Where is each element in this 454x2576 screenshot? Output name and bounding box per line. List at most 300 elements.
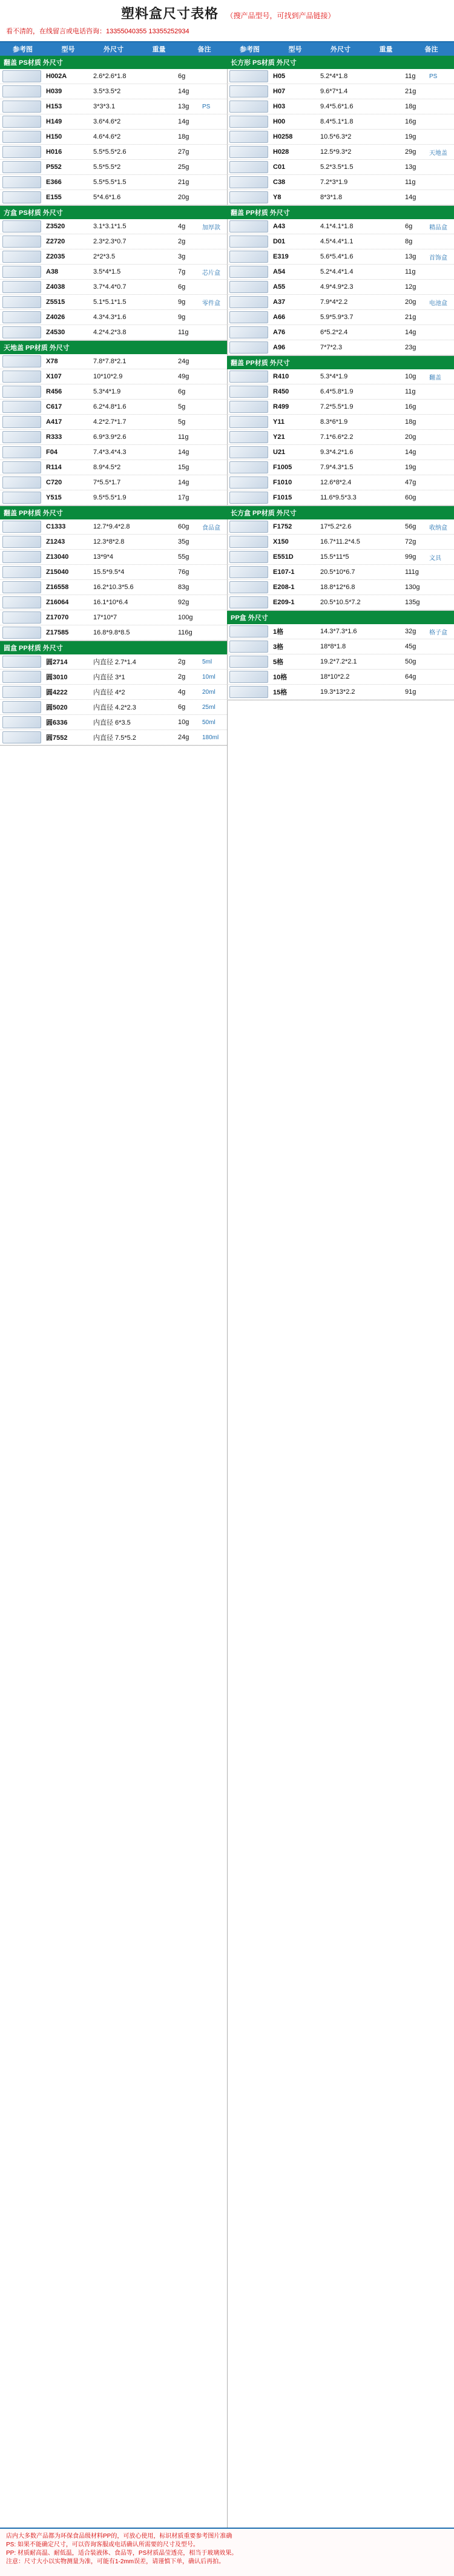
model-code: X78 bbox=[46, 358, 58, 365]
weight: 18g bbox=[178, 133, 189, 140]
product-thumbnail bbox=[0, 730, 44, 745]
size-table bbox=[0, 42, 454, 2528]
outer-size: 14.3*7.3*1.6 bbox=[320, 628, 357, 635]
outer-size: 6.9*3.9*2.6 bbox=[93, 433, 127, 441]
box-image bbox=[229, 671, 268, 683]
product-thumbnail bbox=[227, 580, 271, 595]
weight: 76g bbox=[178, 568, 189, 576]
model-code: C1333 bbox=[46, 523, 66, 530]
box-image bbox=[229, 116, 268, 128]
remark bbox=[427, 660, 454, 663]
model-code: 15格 bbox=[273, 689, 288, 696]
outer-size: 10*10*2.9 bbox=[93, 373, 123, 380]
table-row bbox=[0, 715, 227, 730]
weight: 64g bbox=[405, 673, 416, 680]
product-thumbnail bbox=[227, 219, 271, 234]
outer-size: 5.6*5.4*1.6 bbox=[320, 253, 354, 260]
product-thumbnail bbox=[227, 475, 271, 490]
weight: 13g bbox=[405, 253, 416, 260]
section-title: 圆盒 PP材质 外尺寸 bbox=[0, 641, 227, 654]
weight: 19g bbox=[405, 464, 416, 471]
section-title: 翻盖 PP材质 外尺寸 bbox=[227, 206, 454, 219]
box-image bbox=[2, 371, 41, 383]
section-title: 翻盖 PP材质 外尺寸 bbox=[0, 506, 227, 519]
weight: 10g bbox=[405, 373, 416, 380]
table-row bbox=[0, 325, 227, 340]
remark bbox=[200, 586, 227, 588]
model-code: Y8 bbox=[273, 194, 281, 201]
weight: 135g bbox=[405, 599, 420, 606]
table-row bbox=[227, 490, 454, 506]
table-row bbox=[227, 565, 454, 580]
table-section bbox=[227, 611, 454, 700]
box-image bbox=[229, 566, 268, 578]
remark bbox=[427, 286, 454, 288]
table-row bbox=[0, 295, 227, 310]
outer-size: 3.1*3.1*1.5 bbox=[93, 223, 127, 230]
product-thumbnail bbox=[227, 460, 271, 475]
box-image bbox=[2, 536, 41, 548]
remark bbox=[200, 406, 227, 408]
model-code: Z16558 bbox=[46, 584, 69, 591]
product-thumbnail bbox=[0, 160, 44, 174]
outer-size: 5.2*4*1.8 bbox=[320, 73, 348, 80]
weight: 16g bbox=[405, 118, 416, 125]
outer-size: 4.6*4.6*2 bbox=[93, 133, 121, 140]
product-thumbnail bbox=[227, 310, 271, 324]
section-title: 方盒 PS材质 外尺寸 bbox=[0, 206, 227, 219]
model-code: C617 bbox=[46, 403, 62, 410]
weight: 18g bbox=[405, 418, 416, 426]
weight: 56g bbox=[405, 523, 416, 530]
model-code: C01 bbox=[273, 163, 286, 171]
box-image bbox=[229, 476, 268, 489]
column-header-model: 型号 bbox=[61, 46, 75, 53]
weight: 19g bbox=[405, 133, 416, 140]
outer-size: 7.8*7.8*2.1 bbox=[93, 358, 127, 365]
table-row bbox=[0, 445, 227, 460]
table-row bbox=[0, 160, 227, 175]
model-code: H149 bbox=[46, 118, 62, 125]
remark: 50ml bbox=[202, 719, 215, 726]
remark bbox=[427, 601, 454, 604]
model-code: 圆4222 bbox=[46, 689, 68, 696]
product-thumbnail bbox=[0, 460, 44, 475]
remark bbox=[427, 390, 454, 393]
model-code: 圆3010 bbox=[46, 674, 68, 681]
model-code: E209-1 bbox=[273, 599, 295, 606]
weight: 17g bbox=[178, 494, 189, 501]
model-code: X150 bbox=[273, 538, 289, 545]
table-row bbox=[227, 654, 454, 670]
table-section bbox=[227, 356, 454, 506]
column-header-weight: 重量 bbox=[152, 46, 166, 53]
model-code: A37 bbox=[273, 298, 286, 306]
weight: 9g bbox=[178, 298, 186, 306]
box-image bbox=[2, 251, 41, 263]
model-code: A96 bbox=[273, 344, 286, 351]
box-image bbox=[229, 176, 268, 188]
remark bbox=[427, 586, 454, 588]
footer-line: 注意：尺寸大小以实物测量为准，可能有1-2mm误差，请谨慎下单，确认后再拍。 bbox=[6, 2558, 225, 2565]
table-row bbox=[0, 234, 227, 249]
table-row bbox=[0, 475, 227, 490]
product-thumbnail bbox=[227, 249, 271, 264]
box-image bbox=[2, 596, 41, 608]
table-row bbox=[0, 369, 227, 384]
weight: 23g bbox=[405, 344, 416, 351]
model-code: R450 bbox=[273, 388, 289, 395]
weight: 2g bbox=[178, 238, 186, 245]
weight: 11g bbox=[178, 329, 189, 336]
table-row bbox=[0, 730, 227, 745]
footer-line: PP: 材质耐高温、耐低温，适合装液体、食品等，PS材质晶莹透亮，相当于玻璃效果。 bbox=[6, 2550, 238, 2557]
box-image bbox=[229, 521, 268, 533]
outer-size: 18.8*12*6.8 bbox=[320, 584, 355, 591]
model-code: Z16064 bbox=[46, 599, 69, 606]
remark bbox=[427, 90, 454, 93]
outer-size: 7.4*3.4*4.3 bbox=[93, 449, 127, 456]
remark: 收纳盒 bbox=[429, 524, 447, 532]
outer-size: 17*5.2*2.6 bbox=[320, 523, 352, 530]
weight: 20g bbox=[405, 433, 416, 441]
table-row bbox=[0, 190, 227, 205]
product-thumbnail bbox=[227, 265, 271, 279]
remark bbox=[200, 316, 227, 318]
box-image bbox=[229, 266, 268, 278]
section-title: 长方盒 PP材质 外尺寸 bbox=[227, 506, 454, 519]
product-thumbnail bbox=[227, 654, 271, 669]
outer-size: 8.9*4.5*2 bbox=[93, 464, 121, 471]
table-row bbox=[227, 99, 454, 114]
remark bbox=[427, 196, 454, 199]
table-row bbox=[227, 234, 454, 249]
product-thumbnail bbox=[0, 654, 44, 669]
box-image bbox=[2, 581, 41, 593]
remark bbox=[427, 496, 454, 499]
weight: 14g bbox=[178, 479, 189, 486]
product-thumbnail bbox=[227, 175, 271, 189]
model-code: 圆7552 bbox=[46, 734, 68, 742]
product-thumbnail bbox=[227, 84, 271, 99]
weight: 45g bbox=[405, 643, 416, 650]
weight: 14g bbox=[405, 329, 416, 336]
weight: 27g bbox=[178, 148, 189, 156]
product-thumbnail bbox=[0, 295, 44, 309]
product-thumbnail bbox=[227, 280, 271, 294]
table-row bbox=[227, 624, 454, 639]
box-image bbox=[2, 566, 41, 578]
product-thumbnail bbox=[227, 400, 271, 414]
box-image bbox=[2, 431, 41, 443]
outer-size: 9.4*5.6*1.6 bbox=[320, 103, 354, 110]
model-code: F1010 bbox=[273, 479, 292, 486]
left-column bbox=[0, 42, 228, 2528]
outer-size: 7.9*4.3*1.5 bbox=[320, 464, 354, 471]
outer-size: 3.7*4.4*0.7 bbox=[93, 283, 127, 291]
product-thumbnail bbox=[227, 190, 271, 205]
product-thumbnail bbox=[0, 114, 44, 129]
column-header-size: 外尺寸 bbox=[104, 46, 123, 53]
remark bbox=[200, 90, 227, 93]
remark bbox=[427, 541, 454, 543]
box-image bbox=[229, 220, 268, 232]
table-row bbox=[0, 685, 227, 700]
product-thumbnail bbox=[227, 639, 271, 654]
remark bbox=[427, 120, 454, 123]
model-code: H016 bbox=[46, 148, 62, 156]
outer-size: 13*9*4 bbox=[93, 553, 114, 561]
product-thumbnail bbox=[227, 624, 271, 639]
remark bbox=[200, 75, 227, 77]
remark bbox=[427, 240, 454, 243]
remark bbox=[200, 556, 227, 558]
section-title: 天地盖 PP材质 外尺寸 bbox=[0, 341, 227, 354]
product-thumbnail bbox=[227, 550, 271, 564]
outer-size: 12.5*9.3*2 bbox=[320, 148, 352, 156]
outer-size: 19.2*7.2*2.1 bbox=[320, 658, 357, 665]
table-row bbox=[227, 580, 454, 595]
model-code: P552 bbox=[46, 163, 62, 171]
table-row bbox=[227, 384, 454, 400]
outer-size: 12.6*8*2.4 bbox=[320, 479, 352, 486]
weight: 92g bbox=[178, 599, 189, 606]
outer-size: 8.4*5.1*1.8 bbox=[320, 118, 354, 125]
table-row bbox=[0, 384, 227, 400]
box-image bbox=[2, 461, 41, 473]
weight: 29g bbox=[405, 148, 416, 156]
box-image bbox=[229, 146, 268, 158]
model-code: R456 bbox=[46, 388, 62, 395]
remark: 芯片盒 bbox=[202, 269, 220, 277]
weight: 32g bbox=[405, 628, 416, 635]
product-thumbnail bbox=[227, 99, 271, 114]
model-code: R499 bbox=[273, 403, 289, 410]
box-image bbox=[229, 431, 268, 443]
box-image bbox=[2, 85, 41, 97]
box-image bbox=[229, 326, 268, 338]
product-thumbnail bbox=[0, 565, 44, 579]
model-code: E551D bbox=[273, 553, 294, 561]
outer-size: 5.9*5.9*3.7 bbox=[320, 314, 354, 321]
remark bbox=[200, 120, 227, 123]
table-row bbox=[0, 130, 227, 145]
remark bbox=[427, 676, 454, 678]
weight: 5g bbox=[178, 418, 186, 426]
remark bbox=[427, 436, 454, 438]
box-image bbox=[2, 161, 41, 173]
product-thumbnail bbox=[0, 354, 44, 369]
model-code: Y11 bbox=[273, 418, 285, 426]
contact-line: 看不清的，在线留言或电话咨询：13355040355 13355252934 bbox=[6, 28, 189, 35]
product-thumbnail bbox=[227, 490, 271, 505]
page-title: 塑料盒尺寸表格 bbox=[121, 7, 219, 22]
model-code: E208-1 bbox=[273, 584, 295, 591]
remark bbox=[427, 105, 454, 108]
product-thumbnail bbox=[227, 130, 271, 144]
column-header-note: 备注 bbox=[424, 46, 438, 53]
product-thumbnail bbox=[227, 234, 271, 249]
table-section bbox=[0, 56, 227, 206]
weight: 3g bbox=[178, 253, 186, 260]
table-row bbox=[227, 685, 454, 700]
box-image bbox=[2, 731, 41, 743]
box-image bbox=[2, 116, 41, 128]
outer-size: 20.5*10*6.7 bbox=[320, 568, 355, 576]
outer-size: 7.2*3*1.9 bbox=[320, 179, 348, 186]
table-section bbox=[227, 506, 454, 611]
weight: 9g bbox=[178, 314, 186, 321]
box-image bbox=[2, 656, 41, 668]
remark bbox=[200, 601, 227, 604]
outer-size: 5.5*5.5*1.5 bbox=[93, 179, 127, 186]
outer-size: 8.3*6*1.9 bbox=[320, 418, 348, 426]
product-thumbnail bbox=[0, 670, 44, 684]
table-row bbox=[227, 535, 454, 550]
weight: 8g bbox=[405, 238, 413, 245]
product-thumbnail bbox=[0, 190, 44, 205]
product-thumbnail bbox=[0, 384, 44, 399]
model-code: 5格 bbox=[273, 659, 284, 666]
remark bbox=[200, 331, 227, 334]
weight: 14g bbox=[178, 118, 189, 125]
table-row bbox=[0, 519, 227, 535]
model-code: A38 bbox=[46, 268, 59, 275]
table-row bbox=[0, 145, 227, 160]
remark: 食品盒 bbox=[202, 524, 220, 532]
product-thumbnail bbox=[0, 610, 44, 625]
box-image bbox=[2, 701, 41, 713]
outer-size: 6.4*5.8*1.9 bbox=[320, 388, 354, 395]
box-image bbox=[2, 326, 41, 338]
product-thumbnail bbox=[227, 595, 271, 610]
remark bbox=[200, 571, 227, 573]
column-header-note: 备注 bbox=[197, 46, 211, 53]
remark: 20ml bbox=[202, 688, 215, 696]
table-row bbox=[227, 550, 454, 565]
model-code: Z2720 bbox=[46, 238, 65, 245]
weight: 83g bbox=[178, 584, 189, 591]
table-row bbox=[0, 249, 227, 265]
weight: 99g bbox=[405, 553, 416, 561]
model-code: F04 bbox=[46, 449, 58, 456]
model-code: Z2035 bbox=[46, 253, 65, 260]
outer-size: 18*10*2.2 bbox=[320, 673, 350, 680]
table-row bbox=[227, 114, 454, 130]
weight: 15g bbox=[178, 464, 189, 471]
weight: 14g bbox=[178, 449, 189, 456]
product-thumbnail bbox=[0, 280, 44, 294]
product-thumbnail bbox=[227, 415, 271, 429]
remark bbox=[200, 166, 227, 168]
table-row bbox=[0, 400, 227, 415]
weight: 55g bbox=[178, 553, 189, 561]
remark bbox=[200, 466, 227, 469]
weight: 6g bbox=[178, 388, 186, 395]
table-row bbox=[227, 475, 454, 490]
product-thumbnail bbox=[0, 700, 44, 714]
table-row bbox=[0, 580, 227, 595]
model-code: Z15040 bbox=[46, 568, 69, 576]
product-thumbnail bbox=[0, 234, 44, 249]
remark bbox=[200, 136, 227, 138]
remark bbox=[200, 375, 227, 378]
model-code: D01 bbox=[273, 238, 286, 245]
model-code: Z4026 bbox=[46, 314, 65, 321]
model-code: H05 bbox=[273, 73, 286, 80]
weight: 6g bbox=[178, 703, 186, 711]
outer-size: 内直径 6*3.5 bbox=[93, 719, 131, 726]
outer-size: 19.3*13*2.2 bbox=[320, 688, 355, 696]
product-thumbnail bbox=[0, 69, 44, 84]
product-thumbnail bbox=[227, 325, 271, 340]
weight: 14g bbox=[405, 194, 416, 201]
box-image bbox=[229, 596, 268, 608]
model-code: H0258 bbox=[273, 133, 293, 140]
outer-size: 5.2*4.4*1.4 bbox=[320, 268, 354, 275]
column-header bbox=[227, 42, 454, 56]
weight: 4g bbox=[178, 688, 186, 696]
model-code: Z17585 bbox=[46, 629, 69, 636]
outer-size: 3.6*4.6*2 bbox=[93, 118, 121, 125]
remark: 格子盒 bbox=[429, 629, 447, 636]
table-row bbox=[227, 445, 454, 460]
model-code: C38 bbox=[273, 179, 286, 186]
remark: PS bbox=[202, 103, 211, 110]
weight: 13g bbox=[405, 163, 416, 171]
model-code: H002A bbox=[46, 73, 67, 80]
model-code: X107 bbox=[46, 373, 62, 380]
remark: 10ml bbox=[202, 673, 215, 680]
model-code: H150 bbox=[46, 133, 62, 140]
model-code: 3格 bbox=[273, 644, 284, 651]
box-image bbox=[229, 446, 268, 458]
table-row bbox=[227, 265, 454, 280]
footer-notes bbox=[0, 2528, 454, 2576]
outer-size: 7.1*6.6*2.2 bbox=[320, 433, 354, 441]
box-image bbox=[229, 100, 268, 113]
footer-line: PS: 如果不能确定尺寸，可以咨询客服或电话确认所需要的尺寸及型号。 bbox=[6, 2541, 199, 2548]
outer-size: 17*10*7 bbox=[93, 614, 117, 621]
model-code: 10格 bbox=[273, 674, 288, 681]
table-row bbox=[227, 84, 454, 99]
box-image bbox=[229, 296, 268, 308]
remark bbox=[200, 390, 227, 393]
remark: 25ml bbox=[202, 703, 215, 711]
model-code: H028 bbox=[273, 148, 289, 156]
product-thumbnail bbox=[0, 369, 44, 384]
weight: 4g bbox=[178, 223, 186, 230]
product-thumbnail bbox=[0, 715, 44, 730]
box-image bbox=[229, 251, 268, 263]
box-image bbox=[2, 627, 41, 639]
box-image bbox=[2, 476, 41, 489]
footer-line: 店内大多数产品都为环保食品级材料PP的，可放心使用，标识材质重要参考图片准确 bbox=[6, 2533, 232, 2540]
product-thumbnail bbox=[0, 219, 44, 234]
remark bbox=[200, 496, 227, 499]
weight: 14g bbox=[178, 88, 189, 95]
remark: 5ml bbox=[202, 658, 212, 665]
product-thumbnail bbox=[227, 519, 271, 534]
table-row bbox=[0, 84, 227, 99]
table-section bbox=[227, 56, 454, 206]
product-thumbnail bbox=[227, 369, 271, 384]
box-image bbox=[229, 625, 268, 637]
table-row bbox=[0, 354, 227, 369]
table-row bbox=[227, 639, 454, 654]
box-image bbox=[229, 492, 268, 504]
model-code: A43 bbox=[273, 223, 286, 230]
